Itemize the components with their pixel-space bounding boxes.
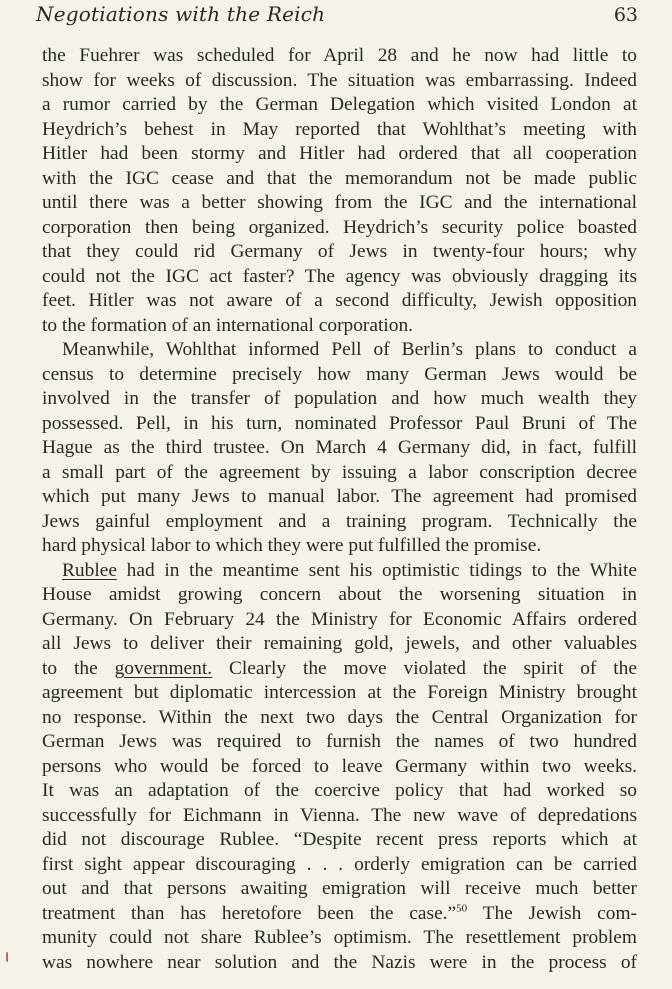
text-line: agreement but diplomatic intercession at the Foreign Ministry brought <box>42 682 637 703</box>
text-line: no response. Within the next two days the Central Organization for <box>42 706 637 728</box>
footnote-reference[interactable]: 50 <box>456 902 468 915</box>
text-line: until there was a better showing from the IGC and the international <box>42 192 637 213</box>
text-line: Meanwhile, Wohlthat informed Pell of Berlin’s plans to conduct a <box>62 339 637 360</box>
text-line: could not the IGC act faster? The agency was obviously dragging its <box>42 265 637 287</box>
text-line: successfully for Eichmann in Vienna. The new wave of depredations <box>42 804 637 826</box>
text-line: out and that persons awaiting emigration will receive much better <box>42 878 637 899</box>
text-line: with the IGC cease and that the memorandum not be made public <box>42 167 637 189</box>
text-line: Hitler had been stormy and Hitler had ordered that all cooperation <box>42 143 637 164</box>
text-line: corporation then being organized. Heydrich’s security police boasted <box>42 216 637 238</box>
text-line: It was an adaptation of the coercive policy that had worked so <box>42 780 637 801</box>
text-line: was nowhere near solution and the Nazis were in the process of <box>42 951 637 973</box>
underlined-word: Rublee <box>62 559 117 581</box>
text-segment: Clearly the move violated the spirit of the <box>228 657 637 679</box>
text-line: hard physical labor to which they were put fulfilled the promise. <box>42 535 542 556</box>
text-line <box>42 657 637 682</box>
text-line: munity could not share Rublee’s optimism. The resettlement problem <box>42 927 637 948</box>
text-segment: to the <box>42 657 98 679</box>
text-line: the Fuehrer was scheduled for April 28 and he now had little to <box>42 45 637 66</box>
body-text <box>42 44 637 975</box>
text-line: did not discourage Rublee. “Despite recent press reports which at <box>42 829 637 850</box>
text-line: Heydrich’s behest in May reported that Wohlthat’s meeting with <box>42 118 637 140</box>
text-line: possessed. Pell, in his turn, nominated Professor Paul Bruni of The <box>42 412 637 434</box>
page-header <box>36 2 638 32</box>
text-line: a rumor carried by the German Delegation which visited London at <box>42 94 637 115</box>
text-line: Germany. On February 24 the Ministry for Economic Affairs ordered <box>42 608 637 630</box>
page-number: 63 <box>613 4 638 26</box>
text-segment: had in the meantime sent his optimistic tidings to the White <box>126 559 637 581</box>
text-line <box>42 902 637 927</box>
text-line: persons who would be forced to leave Germany within two weeks. <box>42 755 637 777</box>
text-segment: The Jewish com- <box>482 902 637 924</box>
text-line: which put many Jews to manual labor. The agreement had promised <box>42 486 637 507</box>
text-line: all Jews to deliver their remaining gold, jewels, and other valuables <box>42 633 637 654</box>
text-line: House amidst growing concern about the worsening situation in <box>42 584 637 605</box>
text-line <box>42 559 637 584</box>
text-line: show for weeks of discussion. The situation was embarrassing. Indeed <box>42 69 637 91</box>
text-segment: treatment than has heretofore been the case.” <box>42 902 457 924</box>
text-line: feet. Hitler was not aware of a second difficulty, Jewish opposition <box>42 290 637 311</box>
text-line: Hague as the third trustee. On March 4 Germany did, in fact, fulfill <box>42 437 637 458</box>
text-line: first sight appear discouraging . . . orderly emigration can be carried <box>42 853 637 875</box>
text-line: involved in the transfer of population and how much wealth they <box>42 388 637 409</box>
underlined-word: government. <box>114 657 213 679</box>
text-line: Jews gainful employment and a training program. Technically the <box>42 510 637 532</box>
text-line: that they could rid Germany of Jews in twenty-four hours; why <box>42 241 637 262</box>
text-line: to the formation of an international corporation. <box>42 314 413 336</box>
margin-mark <box>6 952 11 962</box>
text-line: German Jews was required to furnish the names of two hundred <box>42 731 637 752</box>
text-line: census to determine precisely how many German Jews would be <box>42 363 637 385</box>
text-line: a small part of the agreement by issuing a labor conscription decree <box>42 461 637 483</box>
running-head: Negotiations with the Reich <box>36 2 326 26</box>
